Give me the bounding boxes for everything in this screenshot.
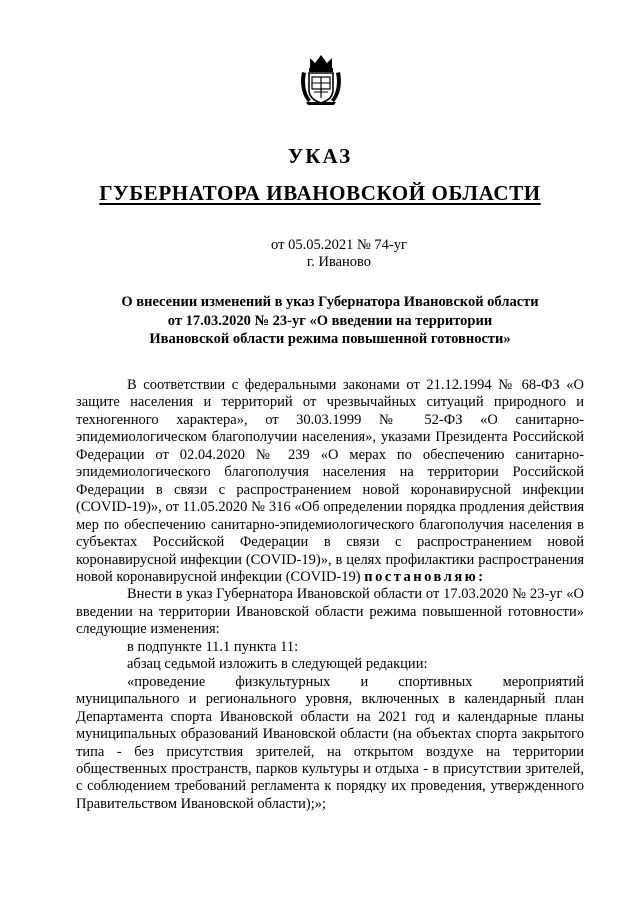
subject-line: Ивановской области режима повышенной готовности» [149,331,511,347]
subject-line: О внесении изменений в указ Губернатора Ивановской области [121,294,539,310]
document-heading: УКАЗ [287,144,353,168]
coat-of-arms-icon [298,54,344,106]
document-city: г. Иваново [306,254,372,270]
body-paragraph: Внести в указ Губернатора Ивановской области от 17.03.2020 № 23-уг «О введении на территории Ивановской области режима повышенной готовности» следующие изменения: [76,586,584,638]
preamble-paragraph [76,377,584,586]
document-authority: ГУБЕРНАТОРА ИВАНОВСКОЙ ОБЛАСТИ [99,181,541,205]
body-paragraph: абзац седьмой изложить в следующей редакции: [127,656,428,673]
document-body [76,377,584,813]
body-paragraph: в подпункте 11.1 пункта 11: [127,638,299,655]
document-subject [80,293,580,349]
subject-line: от 17.03.2020 № 23-уг «О введении на территории [167,312,493,329]
preamble-text: В соответствии с федеральными законами от 21.12.1994 № 68-ФЗ «О защите населения и территорий от чрезвычайных ситуаций природного и техногенного характера», от 30.03.1999 № 52-ФЗ «О санитарно-эпидемиологическом благополучии населения», указами Президента Российской Федерации от 02.04.2020 № 239 «О мерах по обеспечению санитарно-эпидемиологического благополучия населения на территории Российской Федерации в связи с распространением новой коронавирусной инфекции (COVID-19)», от 11.05.2020 № 316 «Об определении порядка продления действия мер по обеспечению санитарно-эпидемиологического благополучия населения в субъектах Российской Федерации в связи с распространением новой коронавирусной инфекции (COVID-19)», в целях профилактики распространения новой коронавирусной инфекции (COVID-19) [76,377,584,585]
body-paragraph: «проведение физкультурных и спортивных мероприятий муниципального и регионального уровня, включенных в календарный план Департамента спорта Ивановской области на 2021 год и календарные планы муниципальных образований Ивановской области (на объектах спорта закрытого типа - без присутствия зрителей, на открытом воздухе на территории общественных пространств, парков культуры и отдыха - в присутствии зрителей, с соблюдением требований регламента к порядку их проведения, утвержденного Правительством Ивановской области);»; [76,673,584,812]
decree-word: постановляю: [364,568,486,585]
document-date-number: от 05.05.2021 № 74-уг [271,237,407,253]
